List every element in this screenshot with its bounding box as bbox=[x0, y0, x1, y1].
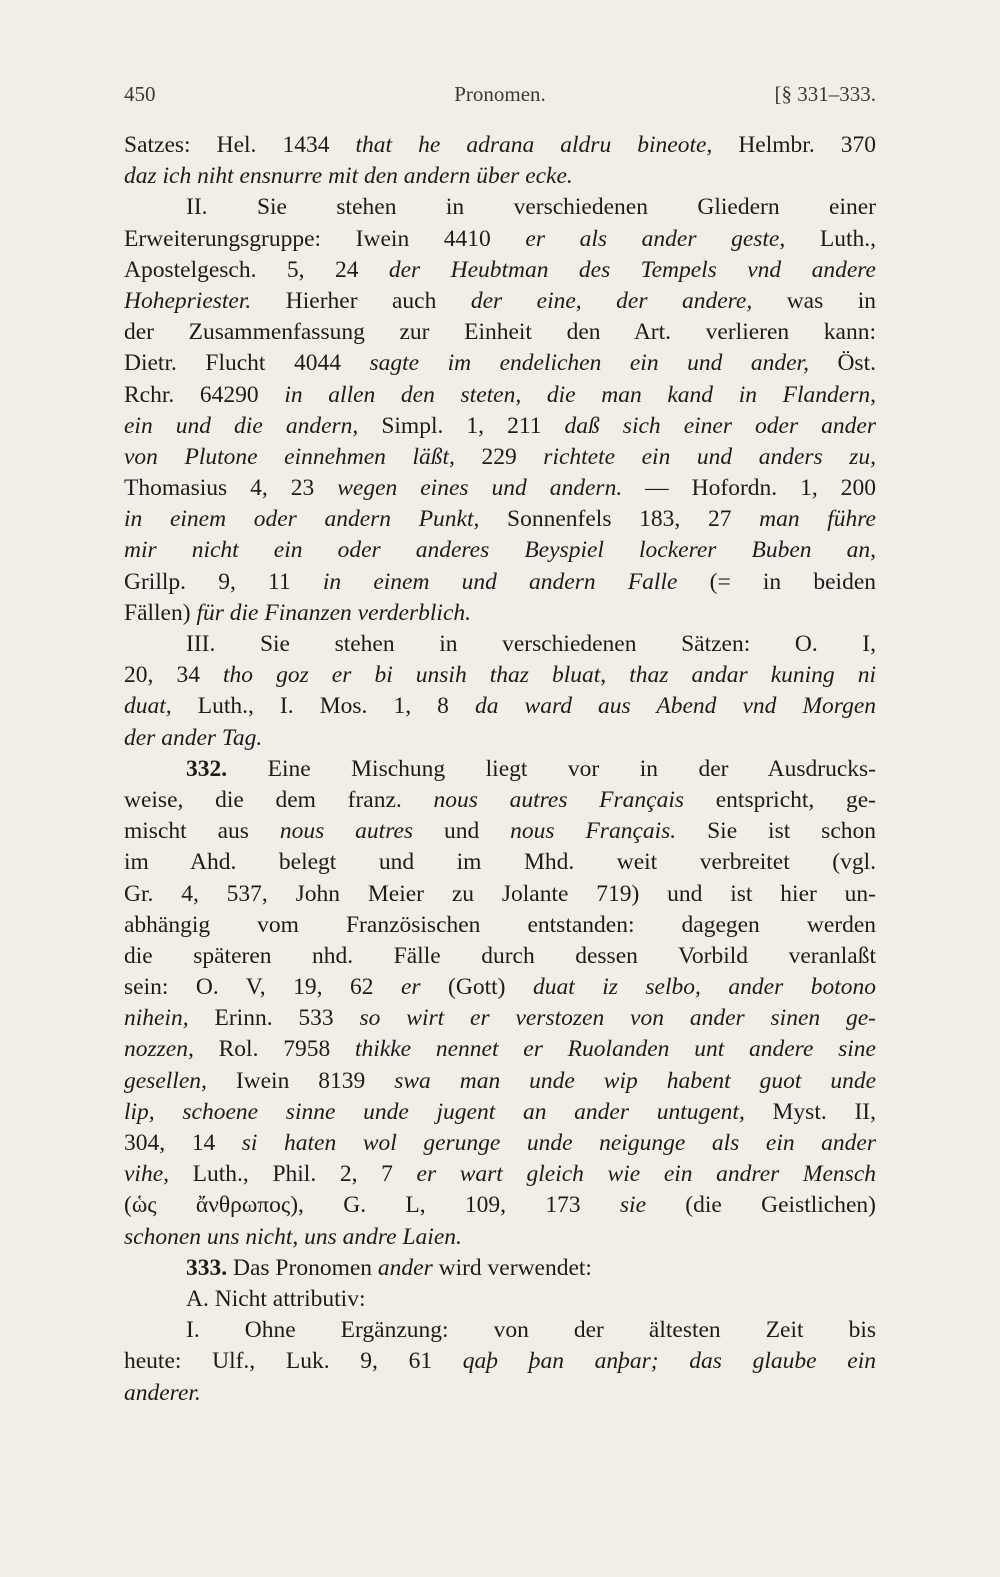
italic-quote: si haten wol gerunge unde neigunge als ein ander bbox=[241, 1130, 876, 1156]
italic-quote: ander bbox=[377, 1254, 433, 1281]
text-line bbox=[124, 1253, 876, 1284]
text-segment: A. Nicht attributiv: bbox=[186, 1285, 366, 1312]
text-segment: II. Sie stehen in verschiedenen Gliedern einer bbox=[186, 194, 876, 221]
text-line bbox=[124, 972, 876, 1003]
text-segment: Erinn. 533 bbox=[188, 1005, 360, 1032]
italic-quote: wegen eines und andern. bbox=[337, 475, 623, 502]
text-segment: Das Pronomen bbox=[227, 1254, 378, 1281]
italic-quote: that he adrana aldru bineote, bbox=[355, 132, 713, 158]
text-segment: was in bbox=[752, 287, 876, 314]
text-line bbox=[124, 879, 876, 910]
italic-quote: er wart gleich wie ein andrer Mensch bbox=[416, 1161, 876, 1188]
text-line bbox=[124, 192, 876, 223]
text-line bbox=[124, 723, 876, 754]
page-number: 450 bbox=[124, 82, 156, 106]
running-title: Pronomen. bbox=[454, 82, 546, 106]
body-text bbox=[124, 130, 876, 1409]
text-segment: Dietr. Flucht 4044 bbox=[124, 350, 370, 377]
italic-quote: der Heubtman des Tempels vnd andere bbox=[388, 256, 876, 283]
italic-quote: man führe bbox=[759, 506, 876, 533]
text-segment: Fällen) bbox=[124, 599, 197, 626]
text-segment: Satzes: Hel. 1434 bbox=[124, 132, 356, 158]
italic-quote: daz ich niht ensnurre mit den andern über ecke. bbox=[124, 163, 573, 190]
text-line bbox=[124, 224, 876, 255]
text-segment: und bbox=[413, 818, 511, 845]
text-segment: Sonnenfels 183, 27 bbox=[479, 506, 760, 533]
italic-quote: nozzen, bbox=[124, 1036, 194, 1063]
text-segment: Myst. II, bbox=[744, 1098, 876, 1125]
text-line bbox=[124, 567, 876, 598]
text-line bbox=[124, 629, 876, 660]
text-line bbox=[124, 1097, 876, 1128]
italic-quote: da ward aus Abend vnd Morgen bbox=[474, 693, 876, 720]
text-line bbox=[124, 1003, 876, 1034]
italic-quote: lip, schoene sinne unde jugent an ander untugent, bbox=[124, 1098, 745, 1125]
text-line bbox=[124, 847, 876, 878]
italic-quote: tho goz er bi unsih thaz bluat, thaz andar kuning ni bbox=[223, 662, 876, 689]
italic-quote: der ander Tag. bbox=[124, 724, 263, 751]
text-segment: sein: O. V, 19, 62 bbox=[124, 974, 401, 1001]
text-segment: der Zusammenfassung zur Einheit den Art. verlieren kann: bbox=[124, 319, 876, 346]
italic-quote: nous autres Français bbox=[433, 786, 685, 813]
text-line bbox=[124, 598, 876, 629]
text-segment: 304, 14 bbox=[124, 1130, 242, 1156]
text-line bbox=[124, 1284, 876, 1315]
text-segment: I. Ohne Ergänzung: von der ältesten Zeit bis bbox=[186, 1317, 876, 1344]
text-line bbox=[124, 910, 876, 941]
text-segment: Helmbr. 370 bbox=[712, 132, 876, 158]
text-segment: weise, die dem franz. bbox=[124, 786, 434, 813]
italic-quote: er bbox=[400, 974, 421, 1001]
text-segment: (= in beiden bbox=[677, 568, 876, 595]
text-line bbox=[124, 1315, 876, 1346]
italic-quote: der eine, der andere, bbox=[470, 287, 753, 314]
text-segment: Thomasius 4, 23 bbox=[124, 475, 338, 502]
italic-quote: sagte im endelichen ein und ander, bbox=[369, 350, 809, 377]
text-segment: 20, 34 bbox=[124, 662, 223, 689]
text-segment: wird verwendet: bbox=[432, 1254, 592, 1281]
italic-quote: von Plutone einnehmen läßt, bbox=[124, 443, 455, 470]
italic-quote: sie bbox=[619, 1192, 646, 1219]
text-segment: Luth., Phil. 2, 7 bbox=[169, 1161, 417, 1188]
text-segment: Erweiterungsgruppe: Iwein 4410 bbox=[124, 225, 526, 252]
text-line bbox=[124, 1128, 876, 1159]
italic-quote: daß sich einer oder ander bbox=[564, 412, 876, 439]
text-segment: Simpl. 1, 211 bbox=[358, 412, 565, 439]
text-line bbox=[124, 691, 876, 722]
text-segment: heute: Ulf., Luk. 9, 61 bbox=[124, 1348, 463, 1375]
text-line bbox=[124, 411, 876, 442]
italic-quote: vihe, bbox=[124, 1161, 170, 1188]
italic-quote: nous Français. bbox=[510, 818, 677, 845]
text-segment: Iwein 8139 bbox=[206, 1067, 395, 1094]
text-line bbox=[124, 754, 876, 785]
text-line bbox=[124, 473, 876, 504]
italic-quote: mir nicht ein oder anderes Beyspiel lockerer Buben an, bbox=[124, 537, 876, 564]
text-line bbox=[124, 348, 876, 379]
text-segment: mischt aus bbox=[124, 818, 280, 845]
text-line bbox=[124, 1346, 876, 1377]
section-number: 333. bbox=[186, 1254, 228, 1281]
italic-quote: duat, bbox=[124, 693, 172, 720]
text-segment: Eine Mischung liegt vor in der Ausdrucks- bbox=[227, 755, 876, 782]
italic-quote: nous autres bbox=[279, 818, 414, 845]
text-line bbox=[124, 1190, 876, 1221]
text-segment: (die Geistlichen) bbox=[646, 1192, 876, 1219]
text-line bbox=[124, 255, 876, 286]
text-segment: Gr. 4, 537, John Meier zu Jolante 719) und ist hier un- bbox=[124, 880, 876, 907]
text-line bbox=[124, 535, 876, 566]
text-line bbox=[124, 442, 876, 473]
italic-quote: in allen den steten, die man kand in Flandern, bbox=[284, 381, 876, 408]
section-number: 332. bbox=[186, 755, 228, 782]
italic-quote: Hohepriester. bbox=[124, 287, 252, 314]
text-line bbox=[124, 161, 876, 192]
text-line bbox=[124, 660, 876, 691]
text-line bbox=[124, 1066, 876, 1097]
italic-quote: schonen uns nicht, uns andre Laien. bbox=[124, 1223, 462, 1250]
text-line bbox=[124, 1222, 876, 1253]
text-segment: Öst. bbox=[808, 350, 876, 377]
text-segment: im Ahd. belegt und im Mhd. weit verbreitet (vgl. bbox=[124, 849, 876, 876]
text-segment: III. Sie stehen in verschiedenen Sätzen: O. I, bbox=[186, 631, 876, 657]
italic-quote: so wirt er verstozen von ander sinen ge- bbox=[359, 1005, 876, 1032]
text-segment: Rchr. 64290 bbox=[124, 381, 285, 408]
italic-quote: in einem oder andern Punkt, bbox=[124, 506, 480, 533]
text-segment: Hierher auch bbox=[251, 287, 471, 314]
italic-quote: in einem und andern Falle bbox=[322, 568, 678, 595]
text-line bbox=[124, 286, 876, 317]
italic-quote: ein und die andern, bbox=[124, 412, 359, 439]
text-line bbox=[124, 941, 876, 972]
italic-quote: duat iz selbo, ander botono bbox=[532, 974, 876, 1001]
italic-quote: swa man unde wip habent guot unde bbox=[394, 1067, 876, 1094]
text-segment: die späteren nhd. Fälle durch dessen Vorbild veranlaßt bbox=[124, 942, 876, 969]
section-range: [§ 331–333. bbox=[774, 82, 876, 106]
text-line bbox=[124, 130, 876, 161]
italic-quote: nihein, bbox=[124, 1005, 189, 1032]
italic-quote: qaþ þan anþar; das glaube ein bbox=[462, 1348, 876, 1375]
text-line bbox=[124, 1159, 876, 1190]
text-line bbox=[124, 1034, 876, 1065]
text-segment: abhängig vom Französischen entstanden: dagegen werden bbox=[124, 911, 876, 938]
text-segment: (Gott) bbox=[420, 974, 533, 1001]
text-line bbox=[124, 380, 876, 411]
text-line bbox=[124, 504, 876, 535]
italic-quote: thikke nennet er Ruolanden unt andere sine bbox=[355, 1036, 876, 1063]
italic-quote: anderer. bbox=[124, 1379, 201, 1406]
text-segment: Apostelgesch. 5, 24 bbox=[124, 256, 389, 283]
text-segment: 229 bbox=[454, 443, 544, 470]
italic-quote: richtete ein und anders zu, bbox=[543, 443, 876, 470]
page-header bbox=[124, 82, 876, 112]
text-segment: Luth., I. Mos. 1, 8 bbox=[171, 693, 475, 720]
italic-quote: er als ander geste, bbox=[525, 225, 786, 252]
text-segment: (ὡς ἄνθρωπος), G. L, 109, 173 bbox=[124, 1192, 620, 1219]
text-segment: — Hofordn. 1, 200 bbox=[622, 475, 876, 502]
text-segment: Rol. 7958 bbox=[193, 1036, 355, 1063]
text-segment: Sie ist schon bbox=[676, 818, 876, 845]
italic-quote: gesellen, bbox=[124, 1067, 207, 1094]
text-segment: Luth., bbox=[785, 225, 876, 252]
italic-quote: für die Finanzen verderblich. bbox=[196, 599, 471, 626]
text-line bbox=[124, 785, 876, 816]
text-segment: Grillp. 9, 11 bbox=[124, 568, 323, 595]
text-line bbox=[124, 317, 876, 348]
text-segment: entspricht, ge- bbox=[684, 786, 876, 813]
text-line bbox=[124, 816, 876, 847]
text-line bbox=[124, 1378, 876, 1409]
